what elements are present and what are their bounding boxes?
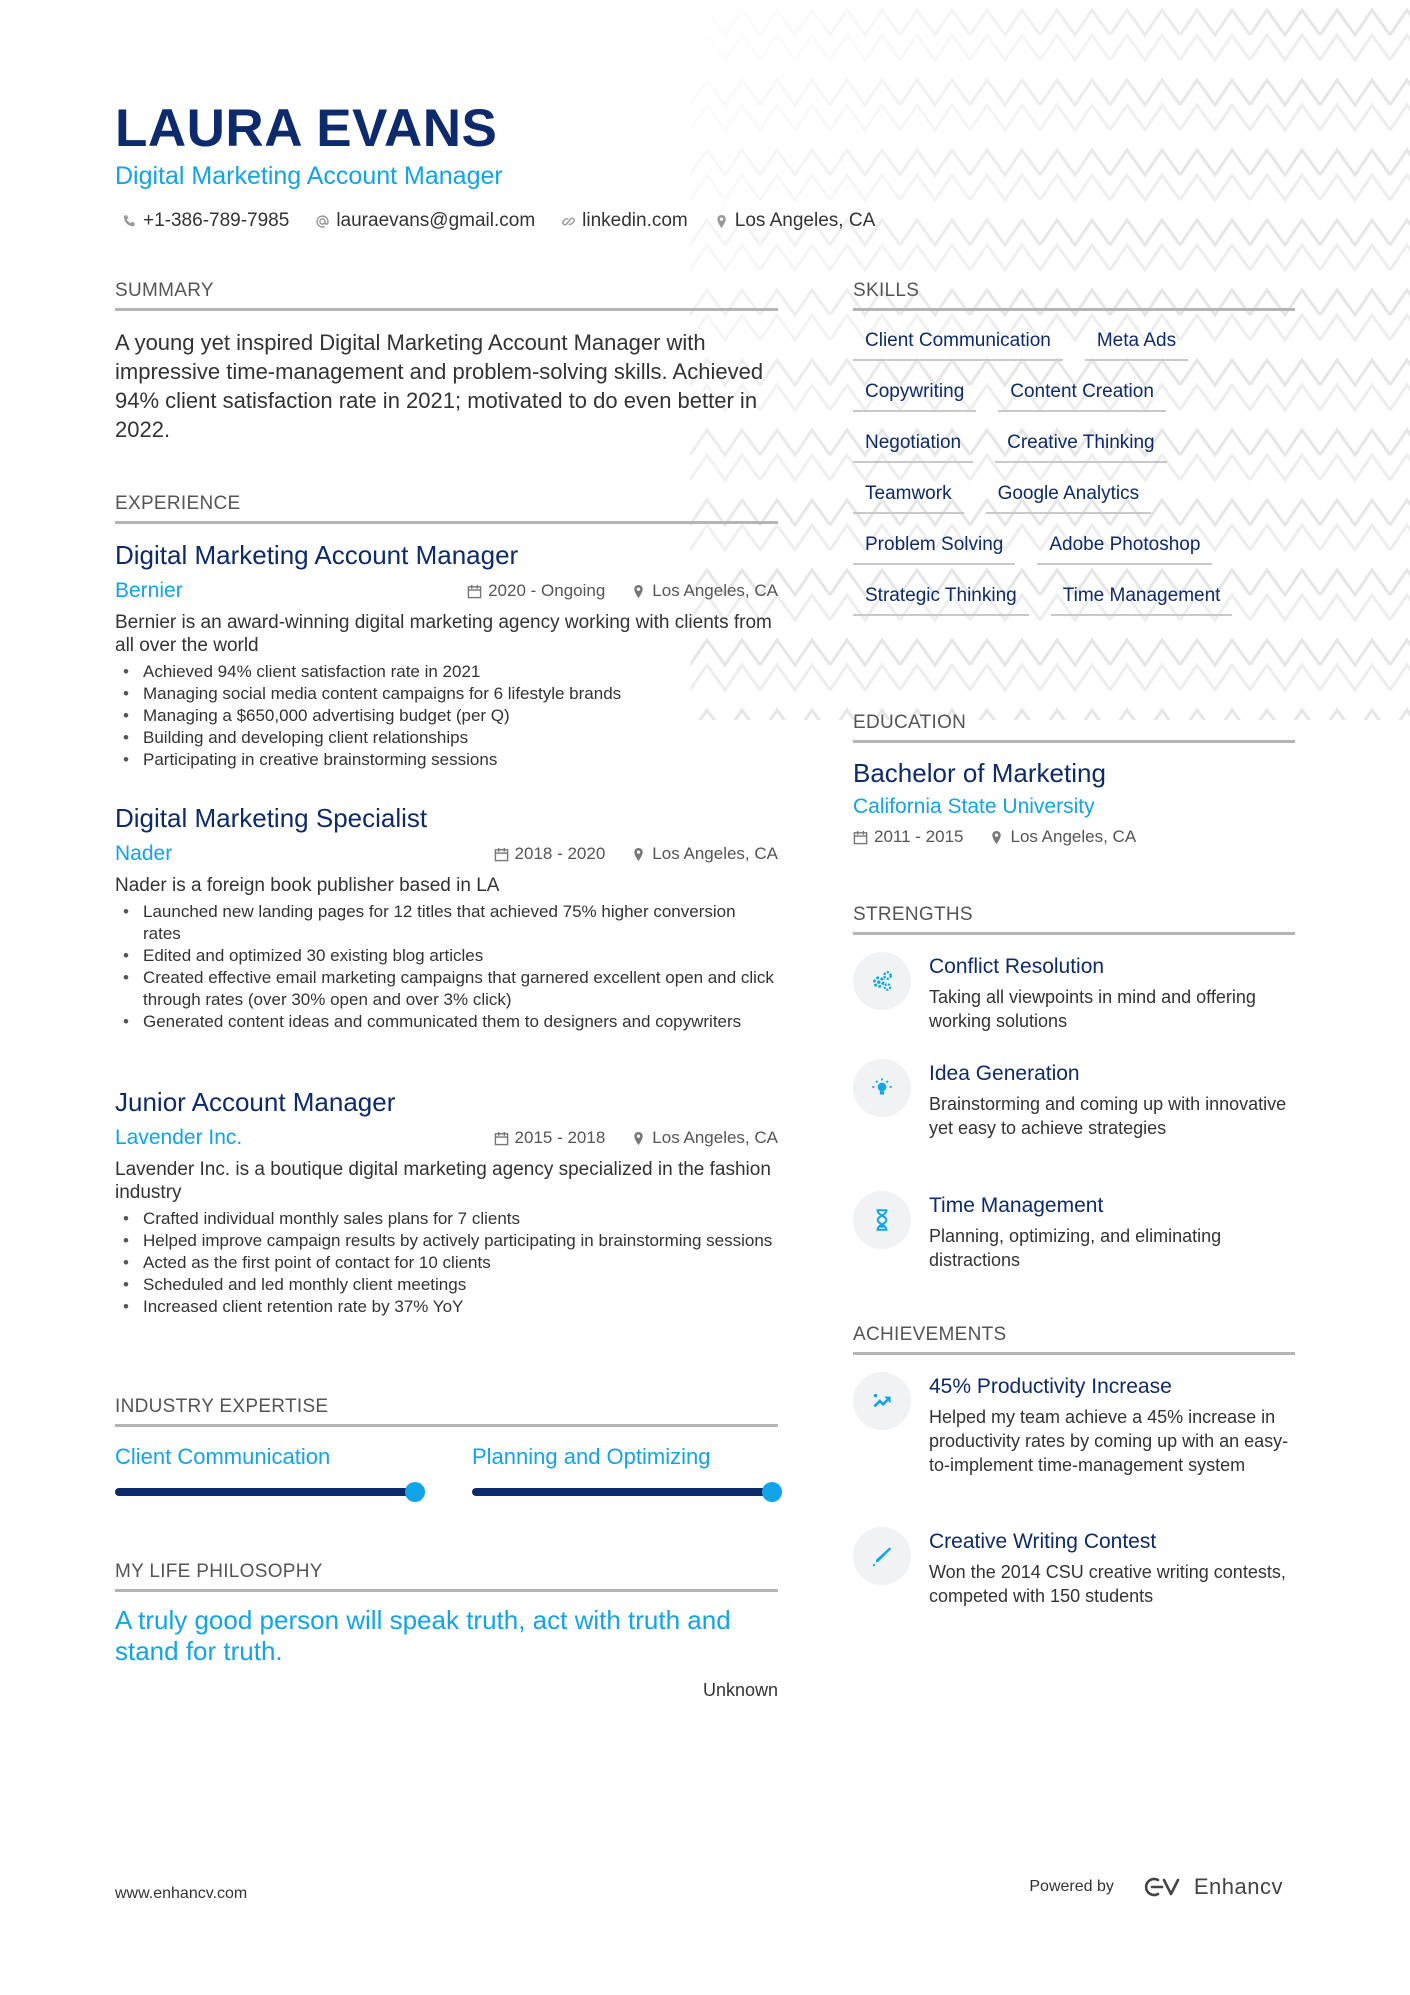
job-bullets (115, 661, 778, 771)
brand-logo[interactable] (1138, 1874, 1283, 1900)
list-item: • Increased client retention rate by 37% YoY (115, 1296, 778, 1318)
gears-icon (869, 968, 895, 994)
contact-phone[interactable] (122, 210, 289, 232)
company-name: Bernier (115, 579, 183, 602)
skills-list (853, 330, 1295, 636)
achievements-heading: ACHIEVEMENTS (853, 1324, 1295, 1355)
strength-title: Time Management (929, 1194, 1104, 1217)
calendar-icon (494, 847, 509, 862)
list-item: • Building and developing client relationships (115, 727, 778, 749)
job-bullets (115, 1208, 778, 1318)
strength-description: Planning, optimizing, and eliminating distractions (929, 1226, 1222, 1270)
location-pin-icon (989, 830, 1004, 845)
skill-tag: Adobe Photoshop (1037, 534, 1212, 565)
list-item: • Created effective email marketing campaigns that garnered excellent open and click through rates (over 30% open and over 3% click) (115, 967, 778, 1011)
strength-description: Brainstorming and coming up with innovative yet easy to achieve strategies (929, 1094, 1287, 1138)
list-item: • Managing social media content campaigns for 6 lifestyle brands (115, 683, 778, 705)
list-item: • Crafted individual monthly sales plans for 7 clients (115, 1208, 778, 1230)
expertise-bar (472, 1488, 772, 1496)
expertise-item (472, 1444, 772, 1496)
contact-email[interactable] (315, 210, 535, 232)
enhancv-logo-icon (1138, 1876, 1184, 1898)
strength-item (853, 1191, 1295, 1272)
footer-branding (1029, 1874, 1283, 1900)
location-pin-icon (631, 1131, 646, 1146)
strength-item (853, 1059, 1295, 1140)
philosophy-heading: MY LIFE PHILOSOPHY (115, 1561, 778, 1592)
experience-heading: EXPERIENCE (115, 493, 778, 524)
education-dates: 2011 - 2015 (874, 827, 964, 846)
job-entry (115, 540, 778, 771)
job-dates: 2018 - 2020 (514, 844, 606, 863)
location-pin-icon (631, 584, 646, 599)
job-description: Lavender Inc. is a boutique digital marketing agency specialized in the fashion industry (115, 1159, 771, 1203)
skill-tag: Google Analytics (986, 483, 1152, 514)
expertise-label: Planning and Optimizing (472, 1444, 711, 1469)
job-location: Los Angeles, CA (652, 844, 778, 863)
location-pin-icon (631, 847, 646, 862)
skill-tag: Problem Solving (853, 534, 1015, 565)
list-item: • Generated content ideas and communicated them to designers and copywriters (115, 1011, 778, 1033)
job-title: Digital Marketing Account Manager (115, 540, 519, 570)
skill-tag: Strategic Thinking (853, 585, 1029, 616)
achievement-description: Helped my team achieve a 45% increase in productivity rates by coming up with an easy-to-implement time-management system (929, 1407, 1289, 1475)
contact-location (714, 210, 875, 232)
degree: Bachelor of Marketing (853, 758, 1106, 788)
lightbulb-icon (869, 1075, 895, 1101)
calendar-icon (467, 584, 482, 599)
list-item: • Edited and optimized 30 existing blog articles (115, 945, 778, 967)
job-dates: 2015 - 2018 (514, 1128, 606, 1147)
list-item: • Achieved 94% client satisfaction rate in 2021 (115, 661, 778, 683)
achievement-title: Creative Writing Contest (929, 1530, 1157, 1553)
job-entry (115, 803, 778, 1033)
location-pin-icon (714, 214, 729, 229)
expertise-level-knob (762, 1482, 782, 1502)
skill-tag: Content Creation (998, 381, 1166, 412)
education-heading: EDUCATION (853, 712, 1295, 743)
phone-text: +1-386-789-7985 (143, 210, 290, 231)
strength-title: Idea Generation (929, 1062, 1080, 1085)
pen-icon (869, 1543, 895, 1569)
candidate-role: Digital Marketing Account Manager (115, 162, 503, 190)
achievement-description: Won the 2014 CSU creative writing contests, competed with 150 students (929, 1562, 1286, 1606)
strength-item (853, 952, 1295, 1033)
calendar-icon (853, 830, 868, 845)
powered-by-label: Powered by (1029, 1878, 1114, 1895)
expertise-item (115, 1444, 415, 1496)
summary-text: A young yet inspired Digital Marketing Account Manager with impressive time-management and problem-solving skills. Achieved 94% client satisfaction rate in 2021; motivated to do even better in 2022. (115, 330, 764, 442)
achievement-item (853, 1527, 1295, 1608)
list-item: • Launched new landing pages for 12 titles that achieved 75% higher conversion rates (115, 901, 778, 945)
linkedin-text: linkedin.com (582, 210, 688, 231)
school-name: California State University (853, 795, 1095, 818)
list-item: • Scheduled and led monthly client meetings (115, 1274, 778, 1296)
strengths-heading: STRENGTHS (853, 904, 1295, 935)
summary-heading: SUMMARY (115, 280, 778, 311)
link-icon (561, 214, 576, 229)
strength-title: Conflict Resolution (929, 955, 1105, 978)
footer-website[interactable]: www.enhancv.com (115, 1885, 248, 1902)
job-title: Junior Account Manager (115, 1087, 396, 1117)
list-item: • Helped improve campaign results by actively participating in brainstorming sessions (115, 1230, 778, 1252)
job-location: Los Angeles, CA (652, 581, 778, 600)
job-bullets (115, 901, 778, 1033)
contact-linkedin[interactable] (561, 210, 688, 232)
education-location: Los Angeles, CA (1010, 827, 1137, 846)
skill-tag: Negotiation (853, 432, 973, 463)
expertise-label: Client Communication (115, 1444, 331, 1469)
skill-tag: Teamwork (853, 483, 964, 514)
job-dates: 2020 - Ongoing (488, 581, 606, 600)
email-text: lauraevans@gmail.com (336, 210, 536, 231)
job-title: Digital Marketing Specialist (115, 803, 428, 833)
at-icon (315, 214, 330, 229)
quote-author: Unknown (702, 1680, 778, 1700)
philosophy-quote: A truly good person will speak truth, act with truth and stand for truth. (115, 1605, 731, 1666)
brand-name: Enhancv (1193, 1874, 1283, 1899)
industry-expertise-heading: INDUSTRY EXPERTISE (115, 1396, 778, 1427)
location-text: Los Angeles, CA (734, 210, 876, 231)
company-name: Nader (115, 842, 173, 865)
growth-arrow-icon (869, 1388, 895, 1414)
expertise-level-knob (405, 1482, 425, 1502)
achievement-title: 45% Productivity Increase (929, 1375, 1172, 1398)
job-location: Los Angeles, CA (652, 1128, 778, 1147)
skills-heading: SKILLS (853, 280, 1295, 311)
skill-tag: Creative Thinking (995, 432, 1167, 463)
list-item: • Participating in creative brainstorming sessions (115, 749, 778, 771)
skill-tag: Time Management (1051, 585, 1233, 616)
contact-bar (122, 210, 875, 232)
strength-description: Taking all viewpoints in mind and offering working solutions (929, 987, 1256, 1031)
calendar-icon (494, 1131, 509, 1146)
skill-tag: Copywriting (853, 381, 976, 412)
education-entry (853, 758, 1295, 847)
phone-icon (122, 214, 137, 229)
skill-tag: Meta Ads (1085, 330, 1188, 361)
skill-tag: Client Communication (853, 330, 1063, 361)
job-description: Bernier is an award-winning digital marketing agency working with clients from all over the world (115, 612, 772, 656)
list-item: • Acted as the first point of contact for 10 clients (115, 1252, 778, 1274)
company-name: Lavender Inc. (115, 1126, 243, 1149)
achievement-item (853, 1372, 1295, 1477)
candidate-name: LAURA EVANS (115, 99, 498, 158)
expertise-bar (115, 1488, 415, 1496)
hourglass-icon (869, 1207, 895, 1233)
job-description: Nader is a foreign book publisher based in LA (115, 875, 500, 896)
list-item: • Managing a $650,000 advertising budget (per Q) (115, 705, 778, 727)
job-entry (115, 1087, 778, 1318)
